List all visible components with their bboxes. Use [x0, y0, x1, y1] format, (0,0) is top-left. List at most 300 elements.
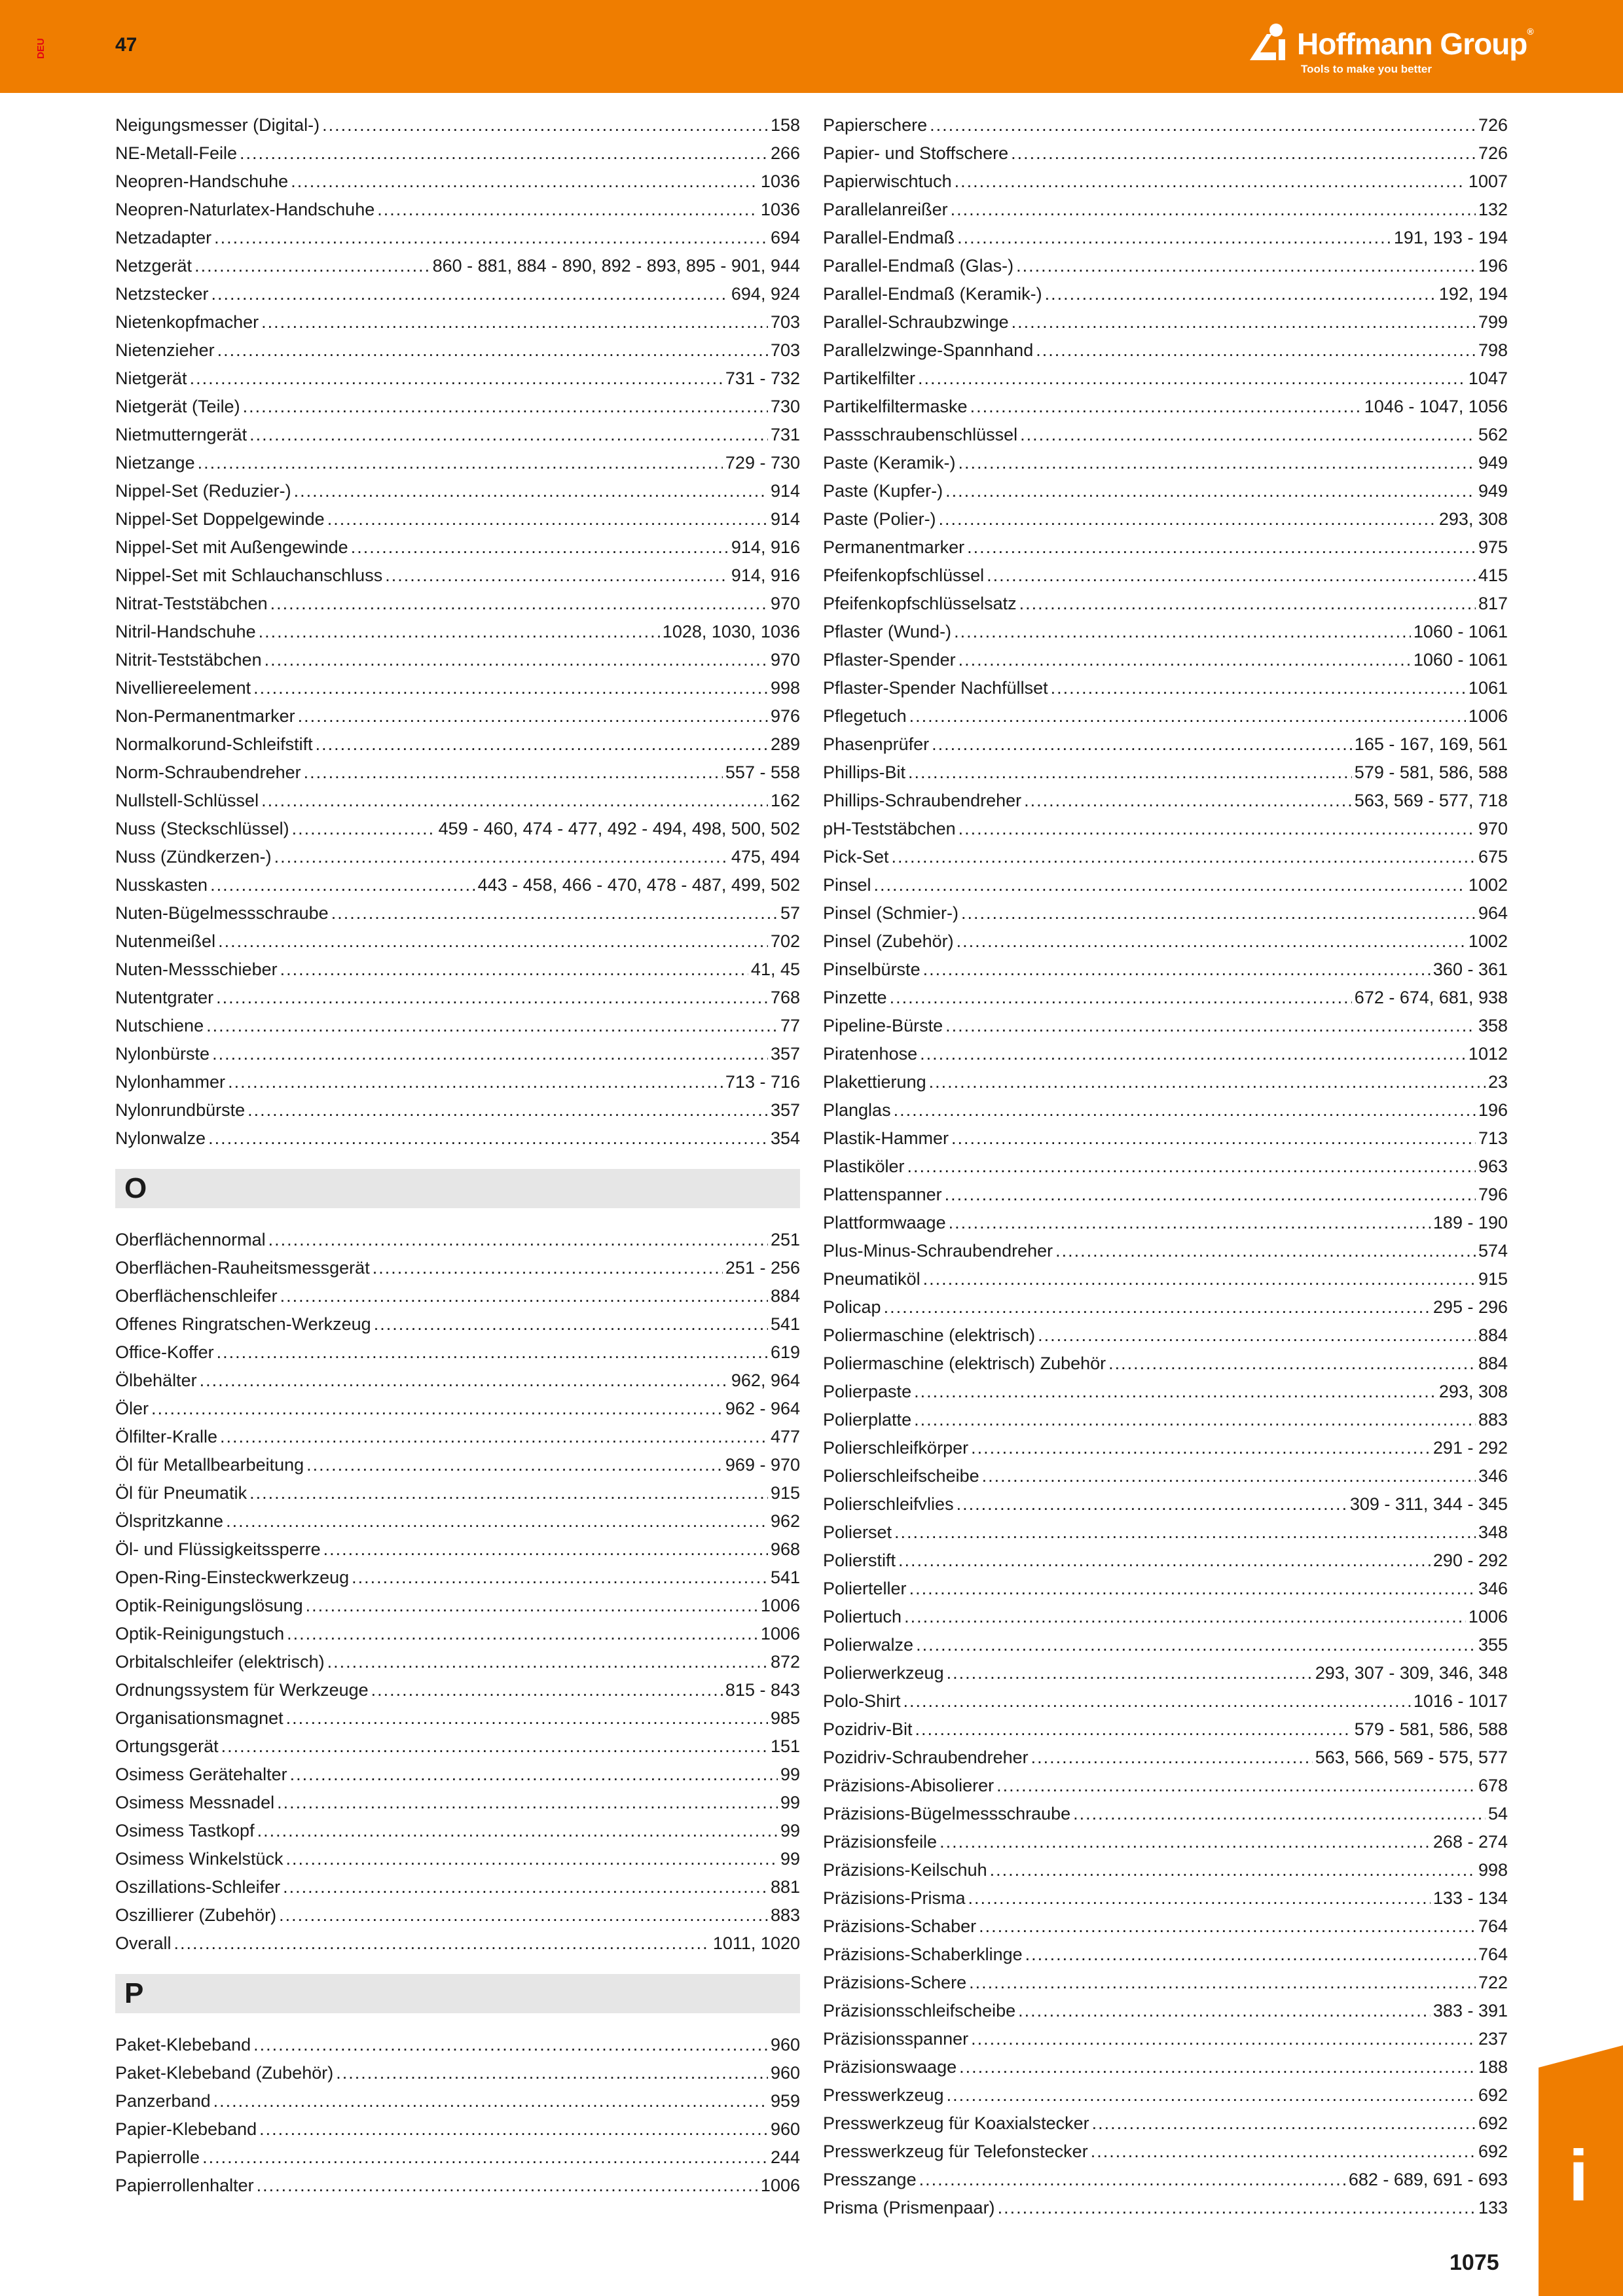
dot-leader — [1011, 139, 1476, 168]
page-reference[interactable]: 355 — [1478, 1635, 1508, 1655]
index-entry — [115, 730, 800, 759]
index-term: Optik-Reinigungstuch — [115, 1624, 285, 1643]
page-reference[interactable]: 768 — [770, 988, 800, 1007]
dot-leader — [1018, 1997, 1431, 2025]
page-reference[interactable]: 962 - 964 — [725, 1399, 800, 1418]
dot-leader — [304, 759, 723, 787]
page-reference[interactable]: 266 — [770, 143, 800, 163]
index-entry — [115, 815, 800, 843]
index-entry — [115, 2087, 800, 2115]
index-entry — [823, 1406, 1508, 1434]
page-reference[interactable]: 1046 - 1047, 1056 — [1364, 397, 1508, 416]
page-reference[interactable]: 251 - 256 — [725, 1258, 800, 1278]
info-icon: i — [1568, 2136, 1589, 2216]
page-reference[interactable]: 764 — [1478, 1916, 1508, 1936]
dot-leader — [351, 533, 729, 562]
index-entry — [823, 1209, 1508, 1237]
dot-leader — [151, 1395, 723, 1423]
page-reference[interactable]: 54 — [1487, 1804, 1508, 1823]
page-reference[interactable]: 962, 964 — [731, 1371, 800, 1390]
index-term: Oszillations-Schleifer — [115, 1877, 281, 1897]
index-entry — [115, 590, 800, 618]
index-term: Polierwalze — [823, 1635, 914, 1655]
index-term: Parallel-Schraubzwinge — [823, 312, 1009, 332]
page-reference[interactable]: 619 — [770, 1342, 800, 1362]
index-term: Pinsel (Zubehör) — [823, 931, 954, 951]
index-entry — [115, 2144, 800, 2172]
index-entry — [823, 1124, 1508, 1153]
page-reference[interactable]: 949 — [1478, 453, 1508, 473]
page-reference[interactable]: 817 — [1478, 594, 1508, 613]
page-reference[interactable]: 459 - 460, 474 - 477, 492 - 494, 498, 500, 502 — [438, 819, 800, 838]
page-reference[interactable]: 960 — [770, 2035, 800, 2054]
page-reference[interactable]: 692 — [1478, 2142, 1508, 2161]
page-reference[interactable]: 960 — [770, 2119, 800, 2139]
page-reference[interactable]: 1060 - 1061 — [1413, 650, 1508, 670]
dot-leader — [261, 308, 768, 336]
page-reference[interactable]: 133 — [1478, 2198, 1508, 2217]
page-reference[interactable]: 158 — [770, 115, 800, 135]
page-reference[interactable]: 798 — [1478, 340, 1508, 360]
page-reference[interactable]: 579 - 581, 586, 588 — [1354, 1719, 1508, 1739]
index-entry — [115, 984, 800, 1012]
index-entry — [115, 196, 800, 224]
page-reference[interactable]: 1006 — [760, 1596, 800, 1615]
dot-leader — [336, 2059, 768, 2087]
dot-leader — [257, 1817, 778, 1845]
page-reference[interactable]: 188 — [1478, 2057, 1508, 2077]
index-term: Pinselbürste — [823, 960, 921, 979]
index-entry — [823, 1040, 1508, 1068]
dot-leader — [971, 1434, 1431, 1462]
page-reference[interactable]: 1061 — [1468, 678, 1508, 698]
page-reference[interactable]: 251 — [770, 1230, 800, 1249]
index-term: Oberflächenschleifer — [115, 1286, 278, 1306]
page-reference[interactable]: 1011, 1020 — [712, 1933, 800, 1953]
page-reference[interactable]: 541 — [770, 1568, 800, 1587]
page-reference[interactable]: 722 — [1478, 1973, 1508, 1992]
page-reference[interactable]: 914 — [770, 509, 800, 529]
page-reference[interactable]: 713 - 716 — [725, 1072, 800, 1092]
dot-leader — [945, 1181, 1476, 1209]
index-entry — [823, 1547, 1508, 1575]
page-reference[interactable]: 1006 — [1468, 706, 1508, 726]
page-reference[interactable]: 713 — [1478, 1128, 1508, 1148]
dot-leader — [190, 365, 723, 393]
index-term: Prisma (Prismenpaar) — [823, 2198, 995, 2217]
page-reference[interactable]: 970 — [770, 650, 800, 670]
index-entry — [823, 1153, 1508, 1181]
page-reference[interactable]: 799 — [1478, 312, 1508, 332]
index-entry — [823, 308, 1508, 336]
page-reference[interactable]: 354 — [770, 1128, 800, 1148]
index-term: Orbitalschleifer (elektrisch) — [115, 1652, 325, 1672]
page-reference[interactable]: 289 — [770, 734, 800, 754]
brand-logo[interactable] — [1247, 20, 1533, 79]
index-term: Plus-Minus-Schraubendreher — [823, 1241, 1053, 1261]
page-reference[interactable]: 348 — [1478, 1522, 1508, 1542]
index-entry — [115, 1620, 800, 1648]
page-reference[interactable]: 883 — [1478, 1410, 1508, 1429]
index-entry — [823, 1378, 1508, 1406]
page-reference[interactable]: 1006 — [1468, 1607, 1508, 1626]
page-reference[interactable]: 872 — [770, 1652, 800, 1672]
index-term: Öler — [115, 1399, 149, 1418]
index-entry — [115, 1282, 800, 1310]
index-entry — [823, 1575, 1508, 1603]
dot-leader — [971, 2025, 1476, 2053]
index-term: Pfeifenkopfschlüssel — [823, 565, 985, 585]
page-reference[interactable]: 729 - 730 — [725, 453, 800, 473]
index-term: Plakettierung — [823, 1072, 926, 1092]
page-reference[interactable]: 415 — [1478, 565, 1508, 585]
index-entry — [115, 1592, 800, 1620]
page-reference[interactable]: 237 — [1478, 2029, 1508, 2049]
page-reference[interactable]: 915 — [770, 1483, 800, 1503]
page-reference[interactable]: 99 — [780, 1821, 800, 1840]
index-entry — [115, 1648, 800, 1676]
dot-leader — [1108, 1350, 1476, 1378]
dot-leader — [1012, 308, 1476, 336]
page-reference[interactable]: 998 — [1478, 1860, 1508, 1880]
dot-leader — [968, 1884, 1431, 1912]
index-entry — [115, 1423, 800, 1451]
dot-leader — [253, 2031, 768, 2059]
index-entry — [115, 365, 800, 393]
page-reference[interactable]: 133 - 134 — [1432, 1888, 1508, 1908]
index-term: Pneumatiköl — [823, 1269, 921, 1289]
page-reference[interactable]: 692 — [1478, 2085, 1508, 2105]
index-term: Nutentgrater — [115, 988, 214, 1007]
dot-leader — [998, 2194, 1476, 2222]
page-reference[interactable]: 860 - 881, 884 - 890, 892 - 893, 895 - 901, 944 — [432, 256, 800, 276]
page-reference[interactable]: 675 — [1478, 847, 1508, 867]
page-reference[interactable]: 383 - 391 — [1432, 2001, 1508, 2020]
dot-leader — [200, 1367, 729, 1395]
page-reference[interactable]: 443 - 458, 466 - 470, 478 - 487, 499, 502 — [477, 875, 800, 895]
page-reference[interactable]: 557 - 558 — [725, 762, 800, 782]
index-term: Pfeifenkopfschlüsselsatz — [823, 594, 1017, 613]
dot-leader — [294, 477, 768, 505]
page-reference[interactable]: 1002 — [1468, 931, 1508, 951]
page-reference[interactable]: 815 - 843 — [725, 1680, 800, 1700]
page-reference[interactable]: 357 — [770, 1044, 800, 1064]
page-reference[interactable]: 959 — [770, 2091, 800, 2111]
page-reference[interactable]: 962 — [770, 1511, 800, 1531]
page-reference[interactable]: 1036 — [760, 200, 800, 219]
page-reference[interactable]: 1036 — [760, 171, 800, 191]
index-entry — [115, 224, 800, 252]
page-reference[interactable]: 1006 — [760, 1624, 800, 1643]
page-reference[interactable]: 949 — [1478, 481, 1508, 501]
page-reference[interactable]: 360 - 361 — [1432, 960, 1508, 979]
index-entry — [115, 899, 800, 927]
page-reference[interactable]: 346 — [1478, 1466, 1508, 1486]
dot-leader — [908, 759, 1352, 787]
dot-leader — [996, 1772, 1476, 1800]
page-reference[interactable]: 165 - 167, 169, 561 — [1354, 734, 1508, 754]
page-reference[interactable]: 477 — [770, 1427, 800, 1446]
page-reference[interactable]: 764 — [1478, 1945, 1508, 1964]
dot-leader — [904, 1603, 1466, 1631]
dot-leader — [990, 1856, 1476, 1884]
page-reference[interactable]: 196 — [1478, 1100, 1508, 1120]
page-reference[interactable]: 703 — [770, 340, 800, 360]
page-reference[interactable]: 914, 916 — [731, 565, 800, 585]
page-reference[interactable]: 475, 494 — [731, 847, 800, 867]
index-entry — [823, 2081, 1508, 2109]
dot-leader — [194, 252, 430, 280]
index-entry — [823, 1856, 1508, 1884]
index-term: Nylonwalze — [115, 1128, 206, 1148]
page-reference[interactable]: 346 — [1478, 1579, 1508, 1598]
dot-leader — [1024, 787, 1352, 815]
index-term: Nitrat-Teststäbchen — [115, 594, 268, 613]
index-term: Papierrollenhalter — [115, 2176, 254, 2195]
dot-leader — [957, 927, 1466, 956]
page-reference[interactable]: 192, 194 — [1438, 284, 1508, 304]
dot-leader — [385, 562, 729, 590]
dot-leader — [228, 1068, 723, 1096]
dot-leader — [1036, 336, 1476, 365]
page-reference[interactable]: 970 — [1478, 819, 1508, 838]
dot-leader — [374, 1310, 768, 1338]
dot-leader — [954, 618, 1411, 646]
index-column-right — [823, 111, 1508, 2222]
chapter-number: 47 — [115, 34, 137, 56]
index-term: Öl- und Flüssigkeitssperre — [115, 1539, 321, 1559]
index-term: Poliermaschine (elektrisch) Zubehör — [823, 1354, 1106, 1373]
index-entry — [823, 590, 1508, 618]
page-reference[interactable]: 1012 — [1468, 1044, 1508, 1064]
index-entry — [823, 1237, 1508, 1265]
page-reference[interactable]: 309 - 311, 344 - 345 — [1349, 1494, 1508, 1514]
dot-leader — [915, 1715, 1352, 1744]
index-term: Poliermaschine (elektrisch) — [823, 1325, 1036, 1345]
page-reference[interactable]: 702 — [770, 931, 800, 951]
page-reference[interactable]: 964 — [1478, 903, 1508, 923]
page-reference[interactable]: 968 — [770, 1539, 800, 1559]
dot-leader — [202, 2144, 768, 2172]
page-reference[interactable]: 99 — [780, 1793, 800, 1812]
page-reference[interactable]: 358 — [1478, 1016, 1508, 1035]
page-reference[interactable]: 883 — [770, 1905, 800, 1925]
page-reference[interactable]: 672 - 674, 681, 938 — [1354, 988, 1508, 1007]
index-entry — [823, 1350, 1508, 1378]
page-reference[interactable]: 541 — [770, 1314, 800, 1334]
dot-leader — [894, 1096, 1476, 1124]
page-reference[interactable]: 295 - 296 — [1432, 1297, 1508, 1317]
index-term: Neigungsmesser (Digital-) — [115, 115, 320, 135]
index-entry — [823, 1687, 1508, 1715]
dot-leader — [874, 871, 1466, 899]
index-entry — [115, 1096, 800, 1124]
dot-leader — [914, 1406, 1476, 1434]
page-reference[interactable]: 692 — [1478, 2113, 1508, 2133]
page-reference[interactable]: 1002 — [1468, 875, 1508, 895]
index-term: Organisationsmagnet — [115, 1708, 283, 1728]
brand-tagline: Tools to make you better — [1301, 63, 1432, 75]
page-reference[interactable]: 881 — [770, 1877, 800, 1897]
dot-leader — [283, 1873, 768, 1901]
section-heading-o: O — [115, 1169, 800, 1208]
dot-leader — [198, 449, 723, 477]
index-term: Normalkorund-Schleifstift — [115, 734, 313, 754]
page-reference[interactable]: 191, 193 - 194 — [1393, 228, 1508, 247]
dot-leader — [243, 393, 768, 421]
index-entry — [115, 1929, 800, 1958]
page-reference[interactable]: 694 — [770, 228, 800, 247]
page-reference[interactable]: 976 — [770, 706, 800, 726]
page-reference[interactable]: 77 — [780, 1016, 800, 1035]
dot-leader — [951, 196, 1476, 224]
page-reference[interactable]: 99 — [780, 1765, 800, 1784]
index-entry — [823, 365, 1508, 393]
page-reference[interactable]: 682 - 689, 691 - 693 — [1348, 2170, 1508, 2189]
dot-leader — [945, 477, 1476, 505]
index-term: Präzisionsfeile — [823, 1832, 938, 1852]
page-reference[interactable]: 726 — [1478, 143, 1508, 163]
page-reference[interactable]: 703 — [770, 312, 800, 332]
index-term: Präzisions-Schaberklinge — [823, 1945, 1023, 1964]
index-entry — [115, 421, 800, 449]
index-column-left — [115, 111, 800, 2200]
page-reference[interactable]: 969 - 970 — [725, 1455, 800, 1475]
page-reference[interactable]: 99 — [780, 1849, 800, 1869]
page-reference[interactable]: 884 — [770, 1286, 800, 1306]
dot-leader — [274, 843, 729, 871]
index-entry — [823, 1744, 1508, 1772]
index-entry — [823, 2166, 1508, 2194]
dot-leader — [1016, 252, 1476, 280]
index-entry — [823, 224, 1508, 252]
page-reference[interactable]: 357 — [770, 1100, 800, 1120]
page-reference[interactable]: 1007 — [1468, 171, 1508, 191]
page-reference[interactable]: 244 — [770, 2147, 800, 2167]
page-reference[interactable]: 963 — [1478, 1157, 1508, 1176]
dot-leader — [211, 280, 729, 308]
page-reference[interactable]: 162 — [770, 791, 800, 810]
index-term: Nivelliereelement — [115, 678, 251, 698]
index-term: Optik-Reinigungslösung — [115, 1596, 303, 1615]
page-reference[interactable]: 562 — [1478, 425, 1508, 444]
page-reference[interactable]: 726 — [1478, 115, 1508, 135]
page-reference[interactable]: 290 - 292 — [1432, 1551, 1508, 1570]
index-entry — [823, 252, 1508, 280]
page-reference[interactable]: 132 — [1478, 200, 1508, 219]
dot-leader — [352, 1564, 768, 1592]
dot-leader — [270, 590, 768, 618]
index-term: Pinsel (Schmier-) — [823, 903, 959, 923]
index-term: Öl für Metallbearbeitung — [115, 1455, 304, 1475]
page-reference[interactable]: 41, 45 — [750, 960, 800, 979]
dot-leader — [947, 2081, 1476, 2109]
page-reference[interactable]: 914, 916 — [731, 537, 800, 557]
index-term: Polierplatte — [823, 1410, 912, 1429]
page-reference[interactable]: 579 - 581, 586, 588 — [1354, 762, 1508, 782]
page-reference[interactable]: 57 — [780, 903, 800, 923]
dot-leader — [216, 984, 768, 1012]
page-reference[interactable]: 970 — [770, 594, 800, 613]
page-reference[interactable]: 1028, 1030, 1036 — [662, 622, 800, 641]
index-term: Poliertuch — [823, 1607, 902, 1626]
dot-leader — [949, 1209, 1431, 1237]
index-entry — [115, 618, 800, 646]
page-reference[interactable]: 151 — [770, 1736, 800, 1756]
dot-leader — [1092, 2109, 1476, 2138]
page-reference[interactable]: 563, 566, 569 - 575, 577 — [1315, 1748, 1508, 1767]
page-reference[interactable]: 985 — [770, 1708, 800, 1728]
index-term: Nippel-Set mit Schlauchanschluss — [115, 565, 383, 585]
page-reference[interactable]: 975 — [1478, 537, 1508, 557]
index-term: Präzisions-Bügelmessschraube — [823, 1804, 1071, 1823]
index-entry — [823, 1265, 1508, 1293]
page-reference[interactable]: 189 - 190 — [1432, 1213, 1508, 1232]
page-reference[interactable]: 884 — [1478, 1325, 1508, 1345]
page-reference[interactable]: 1060 - 1061 — [1413, 622, 1508, 641]
page-reference[interactable]: 915 — [1478, 1269, 1508, 1289]
page-reference[interactable]: 796 — [1478, 1185, 1508, 1204]
page-reference[interactable]: 731 — [770, 425, 800, 444]
page-reference[interactable]: 293, 308 — [1438, 509, 1508, 529]
page-reference[interactable]: 914 — [770, 481, 800, 501]
index-term: Polierpaste — [823, 1382, 912, 1401]
index-term: Nutschiene — [115, 1016, 204, 1035]
index-entry — [115, 1395, 800, 1423]
dot-leader — [371, 1676, 723, 1704]
index-entry — [115, 1367, 800, 1395]
dot-leader — [898, 1547, 1431, 1575]
dot-leader — [217, 1338, 768, 1367]
page-reference[interactable]: 23 — [1487, 1072, 1508, 1092]
page-reference[interactable]: 291 - 292 — [1432, 1438, 1508, 1458]
page-reference[interactable]: 574 — [1478, 1241, 1508, 1261]
index-term: Osimess Tastkopf — [115, 1821, 255, 1840]
page-reference[interactable]: 998 — [770, 678, 800, 698]
page-reference[interactable]: 1006 — [760, 2176, 800, 2195]
index-term: Open-Ring-Einsteckwerkzeug — [115, 1568, 350, 1587]
page-reference[interactable]: 678 — [1478, 1776, 1508, 1795]
page-reference[interactable]: 1047 — [1468, 368, 1508, 388]
page-reference[interactable]: 563, 569 - 577, 718 — [1354, 791, 1508, 810]
index-entry — [115, 1761, 800, 1789]
page-reference[interactable]: 268 - 274 — [1432, 1832, 1508, 1852]
index-entry — [823, 1603, 1508, 1631]
dot-leader — [959, 2053, 1476, 2081]
index-term: Presswerkzeug — [823, 2085, 944, 2105]
page-reference[interactable]: 730 — [770, 397, 800, 416]
page-reference[interactable]: 293, 307 - 309, 346, 348 — [1315, 1663, 1508, 1683]
page-reference[interactable]: 196 — [1478, 256, 1508, 276]
index-entry — [823, 562, 1508, 590]
page-reference[interactable]: 694, 924 — [731, 284, 800, 304]
dot-leader — [331, 899, 778, 927]
header-bar — [0, 0, 1623, 93]
index-entry — [115, 843, 800, 871]
page-reference[interactable]: 884 — [1478, 1354, 1508, 1373]
page-reference[interactable]: 1016 - 1017 — [1413, 1691, 1508, 1711]
index-entry — [115, 1310, 800, 1338]
dot-leader — [958, 449, 1476, 477]
index-entry — [115, 1507, 800, 1535]
index-term: Oszillierer (Zubehör) — [115, 1905, 277, 1925]
page-reference[interactable]: 731 - 732 — [725, 368, 800, 388]
page-reference[interactable]: 960 — [770, 2063, 800, 2083]
index-entry — [115, 1676, 800, 1704]
page-reference[interactable]: 293, 308 — [1438, 1382, 1508, 1401]
index-term: Nietmutterngerät — [115, 425, 247, 444]
dot-leader — [967, 533, 1476, 562]
